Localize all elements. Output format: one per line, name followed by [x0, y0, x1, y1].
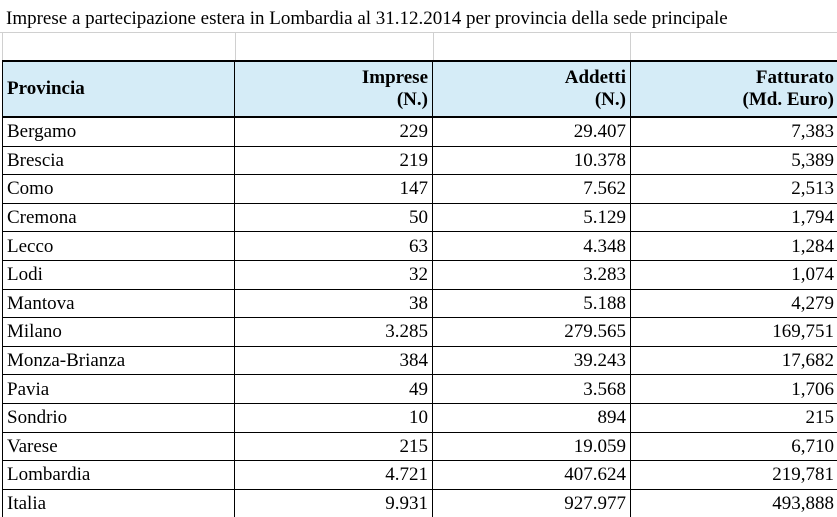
- cell-provincia[interactable]: Cremona: [3, 203, 235, 232]
- cell-addetti[interactable]: 927.977: [433, 489, 631, 517]
- header-fatturato-unit: (Md. Euro): [742, 89, 834, 110]
- table-title: Imprese a partecipazione estera in Lombardia al 31.12.2014 per provincia della sede principale: [6, 8, 728, 29]
- header-provincia[interactable]: [3, 61, 235, 117]
- header-addetti-unit: (N.): [594, 89, 626, 110]
- cell-fatturato[interactable]: 1,794: [631, 203, 837, 232]
- cell-addetti[interactable]: 3.283: [433, 260, 631, 289]
- cell-fatturato[interactable]: 5,389: [631, 146, 837, 175]
- cell-imprese[interactable]: 229: [235, 117, 433, 146]
- cell-provincia[interactable]: Pavia: [3, 375, 235, 404]
- cell-fatturato[interactable]: 219,781: [631, 461, 837, 490]
- cell-addetti[interactable]: 5.129: [433, 203, 631, 232]
- header-fatturato[interactable]: [631, 61, 837, 117]
- cell-provincia[interactable]: Varese: [3, 432, 235, 461]
- cell-imprese[interactable]: 3.285: [235, 318, 433, 347]
- cell-provincia[interactable]: Lecco: [3, 232, 235, 261]
- grid-line: [433, 32, 434, 60]
- cell-addetti[interactable]: 39.243: [433, 346, 631, 375]
- cell-fatturato[interactable]: 1,284: [631, 232, 837, 261]
- cell-fatturato[interactable]: 4,279: [631, 289, 837, 318]
- cell-fatturato[interactable]: 169,751: [631, 318, 837, 347]
- cell-imprese[interactable]: 49: [235, 375, 433, 404]
- grid-line: [0, 32, 837, 33]
- cell-provincia[interactable]: Lombardia: [3, 461, 235, 490]
- cell-imprese[interactable]: 32: [235, 260, 433, 289]
- header-provincia-label: Provincia: [7, 78, 85, 99]
- cell-addetti[interactable]: 3.568: [433, 375, 631, 404]
- header-row: [3, 61, 837, 117]
- table-row: [3, 175, 837, 204]
- cell-provincia[interactable]: Monza-Brianza: [3, 346, 235, 375]
- cell-fatturato[interactable]: 1,706: [631, 375, 837, 404]
- cell-addetti[interactable]: 5.188: [433, 289, 631, 318]
- cell-addetti[interactable]: 29.407: [433, 117, 631, 146]
- cell-fatturato[interactable]: 1,074: [631, 260, 837, 289]
- table-row: [3, 375, 837, 404]
- cell-addetti[interactable]: 19.059: [433, 432, 631, 461]
- cell-addetti[interactable]: 894: [433, 403, 631, 432]
- grid-line: [2, 32, 3, 60]
- header-imprese-label: Imprese: [361, 67, 428, 88]
- cell-provincia[interactable]: Lodi: [3, 260, 235, 289]
- cell-fatturato[interactable]: 6,710: [631, 432, 837, 461]
- cell-imprese[interactable]: 50: [235, 203, 433, 232]
- cell-addetti[interactable]: 10.378: [433, 146, 631, 175]
- cell-addetti[interactable]: 4.348: [433, 232, 631, 261]
- cell-fatturato[interactable]: 493,888: [631, 489, 837, 517]
- cell-provincia[interactable]: Mantova: [3, 289, 235, 318]
- cell-addetti[interactable]: 279.565: [433, 318, 631, 347]
- cell-provincia[interactable]: Brescia: [3, 146, 235, 175]
- table-row: [3, 203, 837, 232]
- table-row: [3, 146, 837, 175]
- cell-fatturato[interactable]: 17,682: [631, 346, 837, 375]
- cell-fatturato[interactable]: 7,383: [631, 117, 837, 146]
- table-row: [3, 289, 837, 318]
- header-fatturato-label: Fatturato: [755, 67, 834, 88]
- table-row: [3, 260, 837, 289]
- table-row: [3, 432, 837, 461]
- cell-provincia[interactable]: Sondrio: [3, 403, 235, 432]
- grid-line: [630, 32, 631, 60]
- cell-addetti[interactable]: 407.624: [433, 461, 631, 490]
- cell-imprese[interactable]: 9.931: [235, 489, 433, 517]
- cell-provincia[interactable]: Milano: [3, 318, 235, 347]
- table-row: [3, 489, 837, 517]
- cell-provincia[interactable]: Bergamo: [3, 117, 235, 146]
- table-row: [3, 461, 837, 490]
- header-imprese-unit: (N.): [396, 89, 428, 110]
- cell-provincia[interactable]: Italia: [3, 489, 235, 517]
- cell-imprese[interactable]: 215: [235, 432, 433, 461]
- table-row: [3, 318, 837, 347]
- cell-imprese[interactable]: 38: [235, 289, 433, 318]
- data-table: [2, 60, 837, 517]
- header-addetti[interactable]: [433, 61, 631, 117]
- cell-provincia[interactable]: Como: [3, 175, 235, 204]
- cell-imprese[interactable]: 219: [235, 146, 433, 175]
- cell-imprese[interactable]: 147: [235, 175, 433, 204]
- cell-fatturato[interactable]: 2,513: [631, 175, 837, 204]
- grid-line: [235, 32, 236, 60]
- table-row: [3, 117, 837, 146]
- cell-imprese[interactable]: 384: [235, 346, 433, 375]
- table-row: [3, 403, 837, 432]
- table-row: [3, 232, 837, 261]
- cell-imprese[interactable]: 4.721: [235, 461, 433, 490]
- cell-fatturato[interactable]: 215: [631, 403, 837, 432]
- table-row: [3, 346, 837, 375]
- header-addetti-label: Addetti: [564, 67, 626, 88]
- cell-imprese[interactable]: 63: [235, 232, 433, 261]
- header-imprese[interactable]: [235, 61, 433, 117]
- cell-addetti[interactable]: 7.562: [433, 175, 631, 204]
- cell-imprese[interactable]: 10: [235, 403, 433, 432]
